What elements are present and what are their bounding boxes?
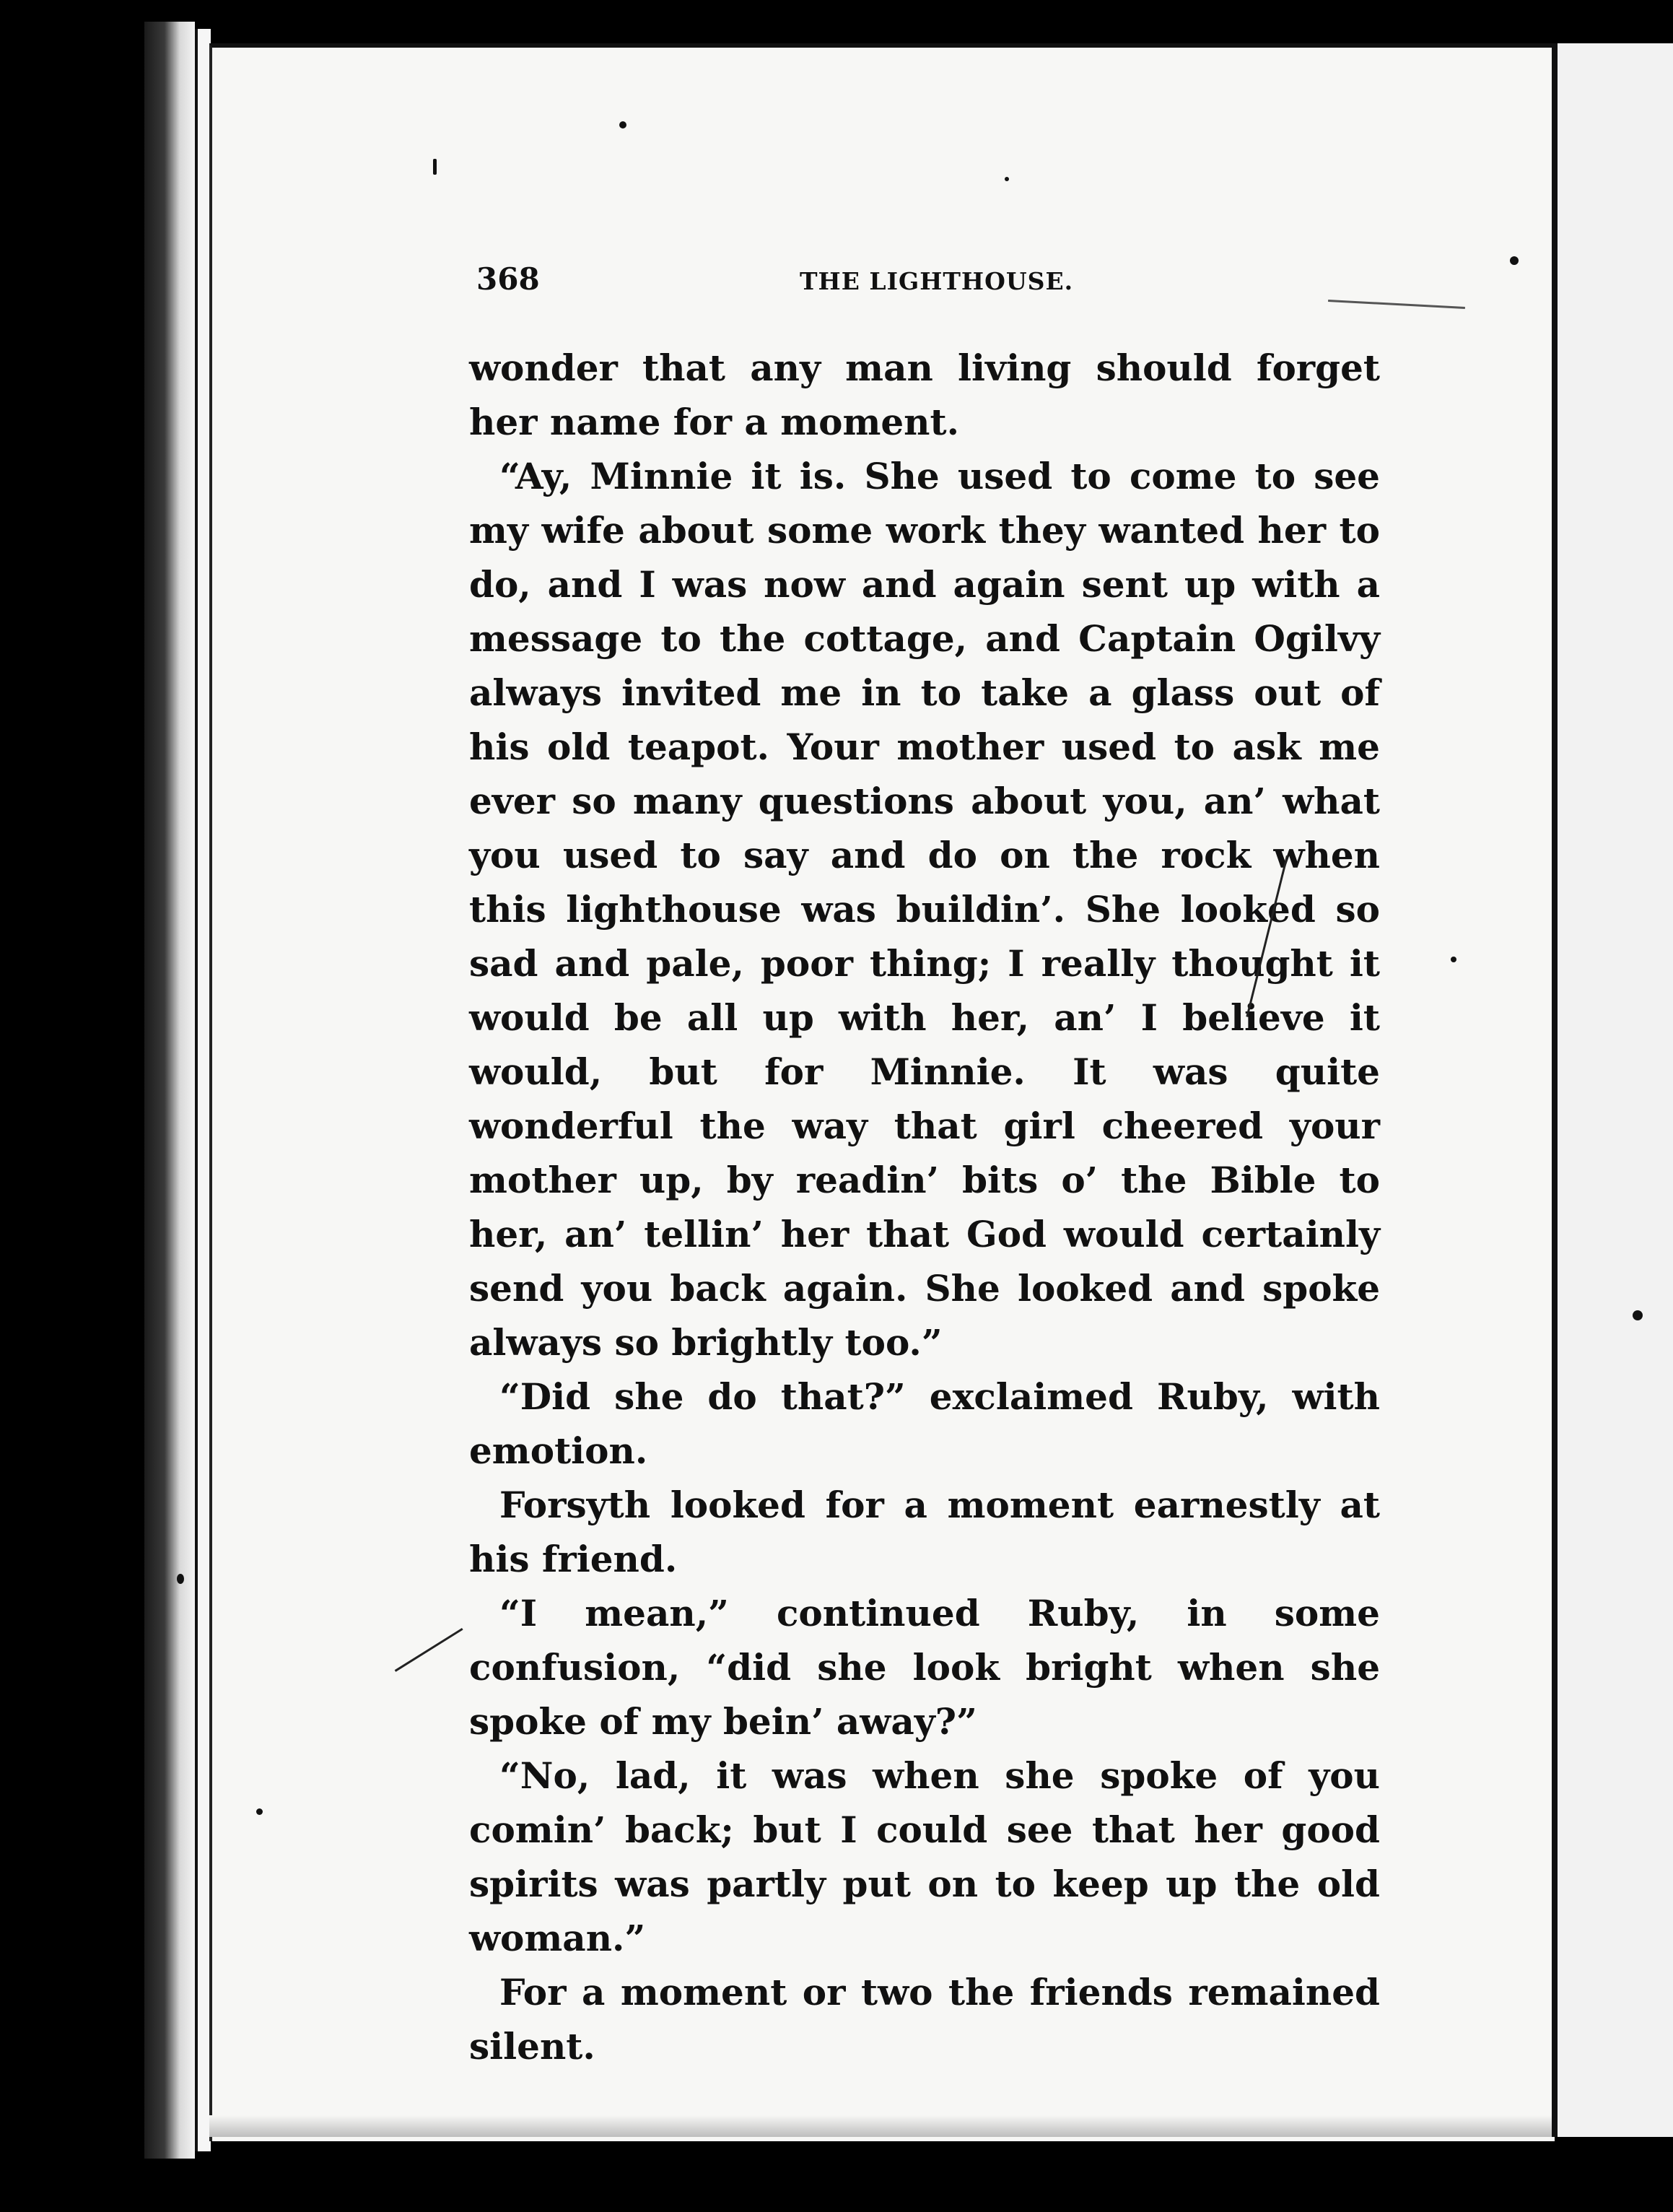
gutter-line (1552, 43, 1558, 2137)
scan-speck (1510, 256, 1519, 265)
paragraph: “Did she do that?” exclaimed Ruby, with emotion. (469, 1375, 1380, 1472)
paragraph: wonder that any man living should forget her name for a moment. (469, 347, 1380, 443)
scan-speck (619, 121, 626, 129)
page-number: 368 (476, 261, 540, 297)
scan-speck (1451, 957, 1456, 962)
running-title: THE LIGHTHOUSE. (800, 267, 1074, 295)
paragraph: Forsyth looked for a moment earnestly at his friend. (469, 1484, 1380, 1580)
paragraph: For a moment or two the friends remained silent. (469, 1971, 1380, 2068)
body-text (469, 341, 1380, 2073)
binding-shadow (144, 22, 195, 2159)
scan-speck (1633, 1310, 1643, 1320)
paragraph: “Ay, Minnie it is. She used to come to see my wife about some work they wanted her to do, and I was now and again sent up with a message to the cottage, and Captain Ogilvy always invited me in to take a glass out of his old teapot. Your mother used to ask me ever so many questions about you, an’ what you used to say and do on the rock when this lighthouse was buildin’. She looked so sad and pale, poor thing; I really thought it would be all up with her, an’ I believe it would, but for Minnie. It was quite wonderful the way that girl cheered your mother up, by readin’ bits o’ the Bible to her, an’ tellin’ her that God would certainly send you back again. She looked and spoke always so brightly too.” (469, 455, 1380, 1364)
scan-speck (433, 159, 437, 175)
page-bottom-edge (209, 2115, 1552, 2137)
paragraph: “No, lad, it was when she spoke of you comin’ back; but I could see that her good spirits was partly put on to keep up the old woman.” (469, 1754, 1380, 1959)
scan-speck (1005, 177, 1009, 181)
scan-speck (177, 1574, 184, 1584)
paragraph: “I mean,” continued Ruby, in some confusion, “did she look bright when she spoke of my bein’ away?” (469, 1592, 1380, 1743)
facing-page-edge (1558, 43, 1673, 2137)
scan-speck (256, 1808, 263, 1815)
page-edge (195, 29, 211, 2151)
